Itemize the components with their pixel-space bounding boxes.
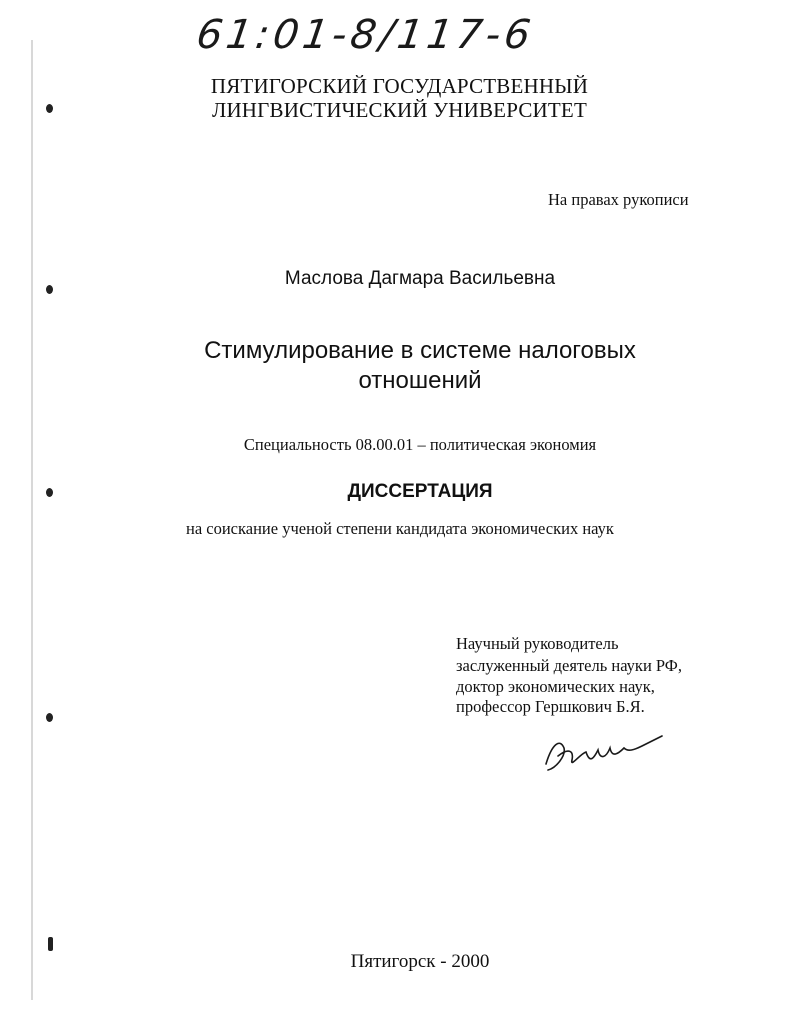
- scan-edge-line: [31, 40, 33, 1000]
- punch-hole-mark: [48, 937, 53, 951]
- university-name-line2: ЛИНГВИСТИЧЕСКИЙ УНИВЕРСИТЕТ: [212, 98, 587, 122]
- advisor-line2: заслуженный деятель науки РФ,: [456, 656, 682, 675]
- document-type: ДИССЕРТАЦИЯ: [347, 481, 493, 502]
- thesis-title-line1: Стимулирование в системе налоговых: [204, 337, 636, 364]
- advisor-line4: профессор Гершкович Б.Я.: [456, 697, 645, 716]
- advisor-line1: Научный руководитель: [456, 634, 619, 653]
- city-year: Пятигорск - 2000: [350, 951, 490, 972]
- university-name-line1: ПЯТИГОРСКИЙ ГОСУДАРСТВЕННЫЙ: [210, 74, 589, 98]
- signature-stroke: [546, 736, 662, 770]
- punch-hole-mark: [46, 285, 53, 294]
- advisor-line3: доктор экономических наук,: [456, 677, 655, 696]
- punch-hole-mark: [46, 488, 53, 497]
- degree-line: на соискание ученой степени кандидата экономических наук: [186, 519, 614, 538]
- punch-hole-mark: [46, 713, 53, 722]
- signature: [538, 724, 668, 780]
- archive-code: 61:01-8/117-6: [193, 12, 538, 58]
- punch-hole-mark: [46, 104, 53, 113]
- specialty: Специальность 08.00.01 – политическая экономия: [243, 435, 597, 454]
- author-name: Маслова Дагмара Васильевна: [284, 268, 556, 289]
- thesis-title-line2: отношений: [358, 367, 482, 394]
- rights-note: На правах рукописи: [548, 190, 689, 209]
